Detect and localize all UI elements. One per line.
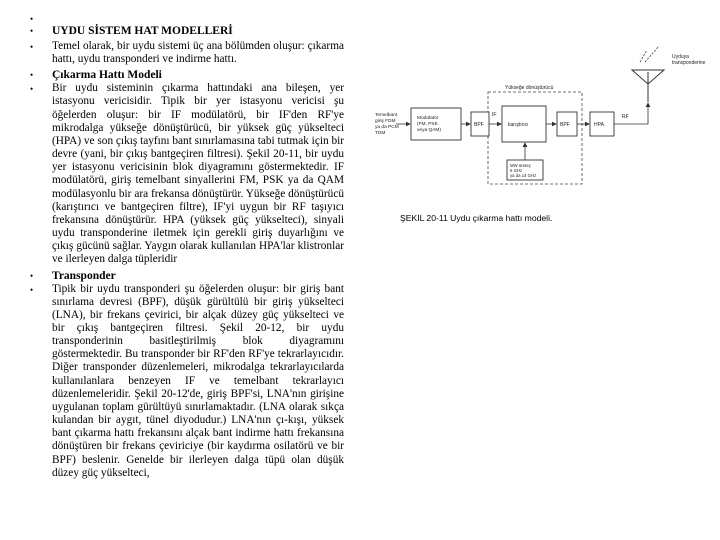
uplink-text-item (30, 82, 344, 266)
bullet-glyph: • (30, 70, 34, 81)
heading-item (30, 24, 344, 38)
bullet-glyph: • (30, 14, 34, 24)
input-label-3: ya da PCM (375, 125, 399, 130)
to-satellite-label-2: transponderine (672, 60, 706, 66)
bullet-glyph: • (30, 42, 34, 52)
figure-caption: ŞEKİL 20-11 Uydu çıkarma hattı modeli. (400, 213, 553, 223)
bpf2-label: BPF (560, 122, 570, 128)
modulator-label-1: Modülatör (417, 116, 439, 121)
empty-bullet-item (30, 12, 344, 24)
intro-paragraph: Temel olarak, bir uydu sistemi üç ana bölümden oluşur: çıkarma hattı, uydu transponderi ve indirme hattı. (52, 40, 344, 66)
transponder-paragraph: Tipik bir uydu transponderi şu öğelerden oluşur: bir giriş bant sınırlama devresi (BPF), düşük gürültülü bir giriş yükselteci (LNA), bir frekans çevirici, bir alçak düzey güç yükselteci ve bir çıkış bantgeçiren filtresi. Şekil 20-12, bir uydu transponderinin basitleştirilmiş blok diyagramını göstermektedir. Bu transponder bir RF'den RF'ye tekrarlayıcıdır. Diğer transponder düzenlemeleri, mikrodalga tekrarlayıcılarda kullanılanlara benzeyen IF ve temelbant tekrarlayıcı düzenlemeleridir. Şekil 20-12'de, giriş BPF'si, LNA'nın girişine uygulanan toplam gürültüyü sınırlamaktadır. (LNA olarak sıkça kulandan bir aygıt, tünel diyodudur.) LNA'nın çı-kışı, yüksek bant çıkarma hattı frekansını alçak bant indirme hattı frekansına dönüştüren bir frekans çeviriciye (bir kaydırma osilatörü ve bir BPF) beslenir. Genelde bir ilerleyen dalga tüpü olan düşük düzey güç yükselteci, (52, 282, 344, 479)
if-label: IF (492, 112, 497, 118)
oscillator-label-3: ya da 14 GHz (510, 173, 537, 178)
section-heading: UYDU SİSTEM HAT MODELLERİ (52, 25, 233, 37)
modulator-label-2: (FM, PSK (417, 122, 438, 127)
transponder-title: Transponder (52, 269, 116, 282)
modulator-label-3: veya QAM) (417, 128, 441, 133)
bullet-glyph: • (30, 26, 34, 36)
intro-item (30, 40, 344, 66)
uplink-paragraph: Bir uydu sisteminin çıkarma hattındaki ana bileşen, yer istasyonu vericisidir. Tipik bir yer istasyonu vericisi şu öğelerden oluşur: bir IF modülatörü, bir IF'den RF'ye mikrodalga yükseğe dönüştürücü, bir yüksek güç yükselteci (HPA) ve son çıkış tayfını bant sınırlamasına tabi tutmak için bir devre (yani, bir çıkış bantgeçiren filtresi). Şekil 20-11, bir uydu yer istasyonu vericisinin blok diyagramını göstermektedir. IF modülatörü, giriş temelbant sinyallerini FM, PSK ya da QAM modülasyonlu bir ara frekansa dönüştürür. Yükseğe dönüştürücü (karıştırıcı ve bantgeçiren filtre), IF'yi uygun bir RF taşıyıcı frekansına dönüştürür. HPA (yüksek güç yükselteci), sinyali uydu transponderine iletmek için gerekli giriş duyarlığını ve çıkış gücünü sağlar. Yaygın olarak kullanılan HPA'lar klistronlar ve ilerleyen dalga tüpleridir (52, 82, 344, 266)
upconverter-group-label: Yükseğe dönüştürücü (505, 85, 554, 91)
to-satellite-label: Uyduya (672, 54, 689, 60)
hpa-label: HPA (594, 122, 604, 128)
bullet-glyph: • (30, 284, 34, 295)
oscillator-label-2: 6 GHz (510, 168, 523, 173)
antenna-icon (632, 46, 664, 102)
input-label-4: TDM (375, 131, 386, 136)
uplink-title-item (30, 68, 344, 82)
transponder-text-item (30, 283, 344, 480)
uplink-title: Çıkarma Hattı Modeli (52, 69, 162, 82)
input-label-1: Temelbant (375, 113, 398, 118)
bullet-glyph: • (30, 84, 34, 95)
transponder-title-item (30, 269, 344, 283)
bpf-label: BPF (474, 122, 484, 128)
uplink-block-diagram (370, 40, 710, 200)
rf-label: RF (622, 114, 629, 120)
input-label-2: giriş FDM (375, 119, 396, 124)
mixer-label: karıştırıcı (508, 122, 529, 128)
bullet-list (30, 12, 344, 480)
oscillator-label-1: MW üreteç (510, 163, 531, 168)
bullet-glyph: • (30, 270, 34, 281)
